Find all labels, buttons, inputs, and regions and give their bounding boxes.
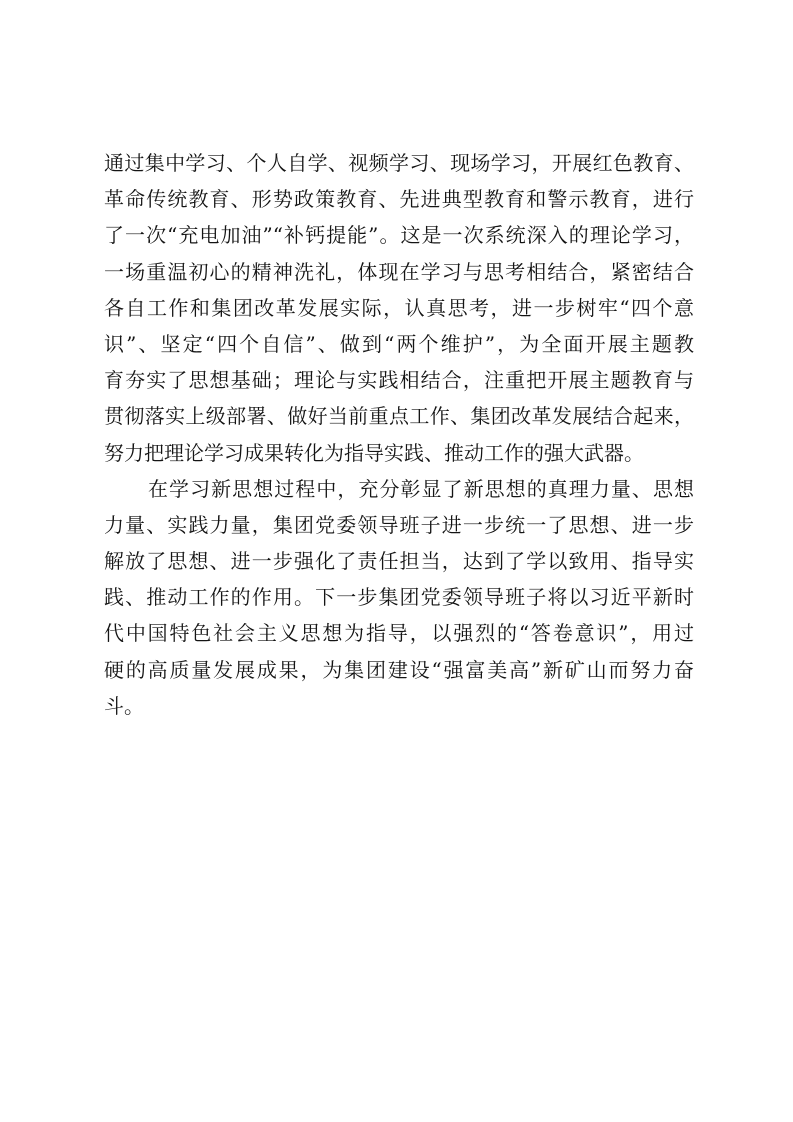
document-body — [104, 145, 694, 724]
paragraph-line: 代中国特色社会主义思想为指导，以强烈的“答卷意识”，用过 — [104, 621, 694, 646]
paragraph-line: 通过集中学习、个人自学、视频学习、现场学习，开展红色教育、 — [104, 151, 694, 175]
paragraph-line: 识”、坚定“四个自信”、做到“两个维护”，为全面开展主题教 — [104, 331, 694, 356]
paragraph-line: 践、推动工作的作用。下一步集团党委领导班子将以习近平新时 — [104, 585, 694, 610]
paragraph-line: 贯彻落实上级部署、做好当前重点工作、集团改革发展结合起来， — [104, 404, 694, 429]
paragraph-line: 一场重温初心的精神洗礼，体现在学习与思考相结合，紧密结合 — [104, 259, 694, 284]
paragraph-line: 在学习新思想过程中，充分彰显了新思想的真理力量、思想 — [148, 476, 694, 501]
paragraph-line: 育夯实了思想基础；理论与实践相结合，注重把开展主题教育与 — [104, 368, 694, 393]
paragraph-2 — [104, 471, 694, 724]
paragraph-1 — [104, 145, 694, 471]
paragraph-line: 了一次“充电加油”“补钙提能”。这是一次系统深入的理论学习， — [104, 223, 694, 248]
paragraph-line: 力量、实践力量，集团党委领导班子进一步统一了思想、进一步 — [104, 512, 694, 537]
paragraph-line: 革命传统教育、形势政策教育、先进典型教育和警示教育，进行 — [104, 187, 694, 212]
paragraph-line: 斗。 — [104, 693, 144, 718]
paragraph-line: 硬的高质量发展成果，为集团建设“强富美高”新矿山而努力奋 — [104, 657, 694, 682]
paragraph-line: 努力把理论学习成果转化为指导实践、推动工作的强大武器。 — [104, 440, 644, 465]
paragraph-line: 各自工作和集团改革发展实际，认真思考，进一步树牢“四个意 — [104, 295, 694, 320]
paragraph-line: 解放了思想、进一步强化了责任担当，达到了学以致用、指导实 — [104, 549, 694, 574]
